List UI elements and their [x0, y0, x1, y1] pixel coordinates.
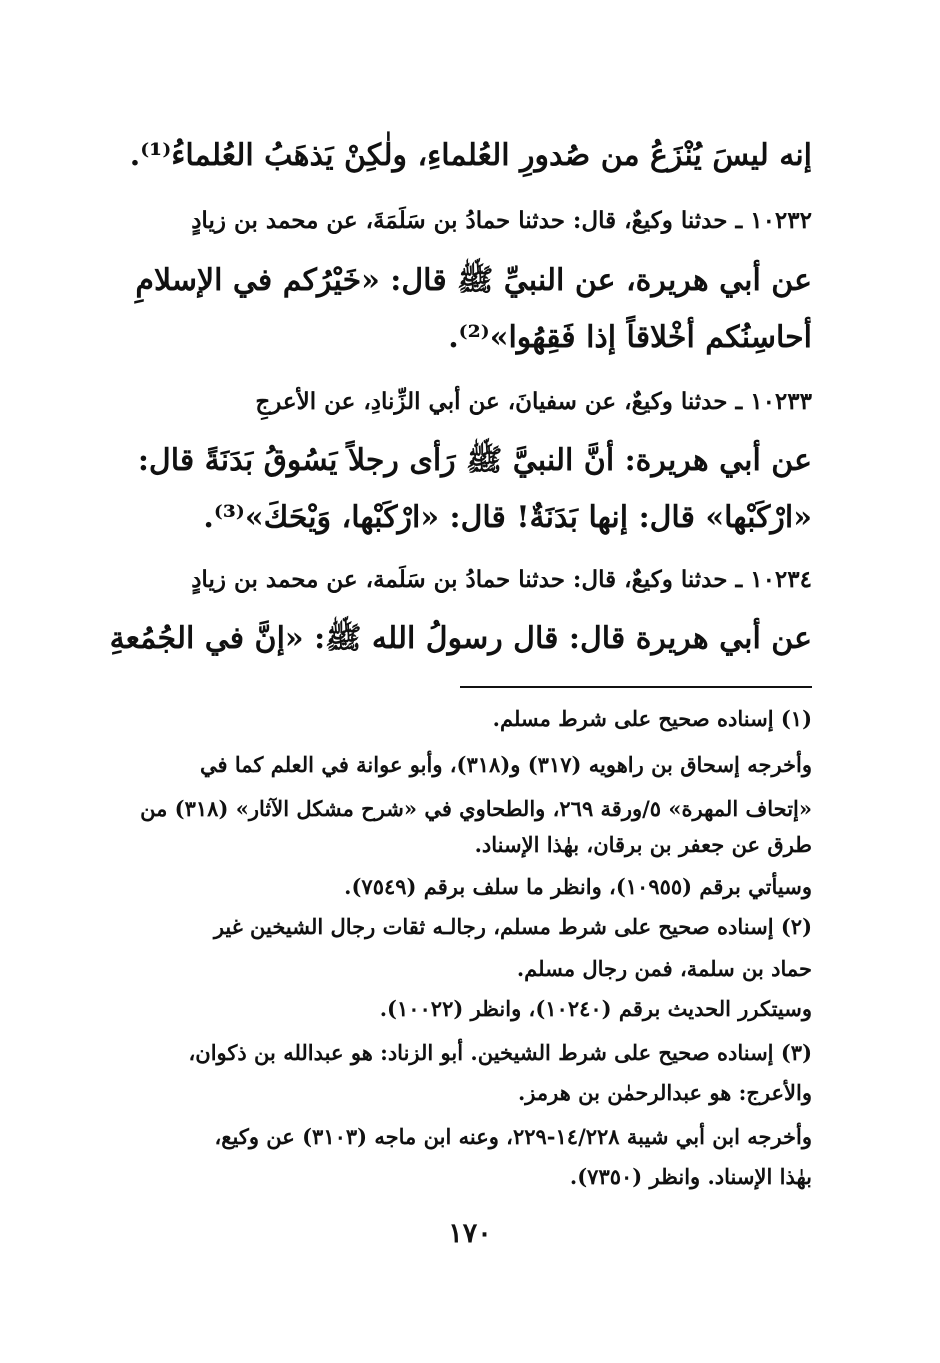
page-number: ١٧٠ — [448, 1218, 492, 1249]
footnote-1-line-b: وأخرجه إسحاق بن راهويه (٣١٧) و(٣١٨)، وأبو عوانة في العلم كما في — [200, 752, 812, 777]
text-line-3: أحاسِنُكم أخْلاقاً إذا فَقِهُوا»⁽²⁾. — [448, 320, 812, 355]
text-line-5: «ارْكَبْها» قال: إنها بَدَنَةٌ! قال: «ارْكَبْها، وَيْحَكَ»⁽³⁾. — [203, 500, 812, 535]
footnote-1-line-a: (١) إسناده صحيح على شرط مسلم. — [492, 706, 812, 731]
footnote-3-line-b: والأعرج: هو عبدالرحمٰن بن هرمز. — [518, 1080, 812, 1105]
footnote-1-line-d: طرق عن جعفر بن برقان، بهٰذا الإسناد. — [474, 832, 812, 857]
text-line-2: عن أبي هريرة، عن النبيِّ ﷺ قال: «خَيْرُكم في الإسلامِ — [135, 263, 812, 298]
hadith-heading-10232: ١٠٢٣٢ ـ حدثنا وكيعٌ، قال: حدثنا حمادُ بن سَلَمَةَ، عن محمد بن زيادٍ — [191, 207, 812, 234]
text-line-4: عن أبي هريرة: أنَّ النبيَّ ﷺ رَأى رجلاً يَسُوقُ بَدَنَةً قال: — [137, 443, 812, 478]
footnote-1-line-c: «إتحاف المهرة» ٥/ورقة ٢٦٩، والطحاوي في «شرح مشكل الآثار» (٣١٨) من — [140, 796, 812, 821]
footnote-3-line-a: (٣) إسناده صحيح على شرط الشيخين. أبو الزناد: هو عبدالله بن ذكوان، — [188, 1040, 812, 1065]
footnote-2-line-a: (٢) إسناده صحيح على شرط مسلم، رجالـه ثقات رجال الشيخين غير — [213, 914, 812, 939]
footnote-3-line-d: بهٰذا الإسناد. وانظر (٧٣٥٠). — [569, 1164, 812, 1189]
footnote-1-line-e: وسيأتي برقم (١٠٩٥٥)، وانظر ما سلف برقم (٧٥٤٩). — [344, 874, 812, 899]
hadith-heading-10234: ١٠٢٣٤ ـ حدثنا وكيعٌ، قال: حدثنا حمادُ بن سَلَمة، عن محمد بن زيادٍ — [191, 566, 812, 593]
text-line-1: إنه ليسَ يُنْزَعُ من صُدورِ العُلماءِ، ولٰكِنْ يَذهَبُ العُلماءُ⁽¹⁾. — [129, 138, 812, 173]
footnote-divider — [460, 686, 812, 688]
hadith-heading-10233: ١٠٢٣٣ ـ حدثنا وكيعٌ، عن سفيانَ، عن أبي الزِّنادِ، عن الأعرجِ — [255, 388, 812, 415]
footnote-2-line-b: حماد بن سلمة، فمن رجال مسلم. — [516, 956, 812, 981]
text-line-6: عن أبي هريرة قال: قال رسولُ الله ﷺ: «إنَّ في الجُمُعةِ — [109, 621, 812, 656]
footnote-2-line-c: وسيتكرر الحديث برقم (١٠٢٤٠)، وانظر (١٠٠٢٢). — [379, 996, 812, 1021]
footnote-3-line-c: وأخرجه ابن أبي شيبة ١٤/٢٢٨-٢٢٩، وعنه ابن ماجه (٣١٠٣) عن وكيع، — [214, 1124, 812, 1149]
